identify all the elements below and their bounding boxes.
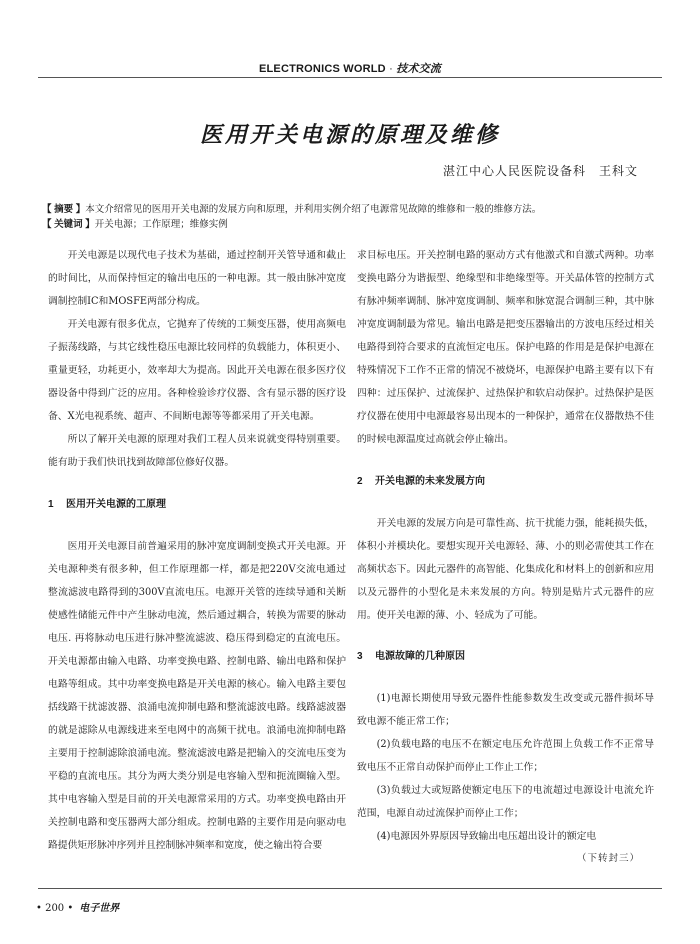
article-author: 湛江中心人民医院设备科 王科文 [442, 164, 638, 178]
abstract [42, 202, 660, 217]
intro-paragraph: 所以了解开关电源的原理对我们工程人员来说就变得特别重要。能有助于我们快讯找到故障部位修好仪器。 [48, 434, 346, 468]
section-number: 3 [357, 651, 363, 662]
section-2-body: 开关电源的发展方向是可靠性高、抗干扰能力强，能耗损失低，体积小并模块化。要想实现开关电源轻、薄、小的则必需使其工作在高频状态下。因此元器件的高智能、化集成化和材料上的创新和应用以及元器件的小型化是未来发展的方向。特别是贴片式元器件的应用。使开关电源的薄、小、轻成为了可能。 [357, 518, 654, 621]
section-title: 医用开关电源的工原理 [66, 499, 166, 510]
footer-rule [38, 888, 662, 889]
journal-name-en: ELECTRONICS WORLD [258, 63, 386, 75]
intro-paragraph: 开关电源有很多优点，它抛弃了传统的工频变压器，使用高频电子振荡线路，与其它线性稳压电源比较同样的负载能力，体积更小、重量更轻，功耗更小，效率却大为提高。因此开关电源在很多医疗仪器设备中得到广泛的应用。各种检验诊疗仪器、含有显示器的医疗设备、X光电视系统、超声、不间断电源等等都采用了开关电源。 [48, 319, 346, 422]
abstract-label: 【 摘要 】 [42, 204, 86, 215]
section-heading-1 [48, 495, 346, 510]
abstract-text: 本文介绍常见的医用开关电源的发展方向和原理，并利用实例介绍了电源常见故障的维修和一般的维修方法。 [85, 204, 542, 215]
magazine-name: 电子世界 [79, 903, 120, 914]
fault-cause-item: (4)电源因外界原因导致输出电压超出设计的额定电 [376, 831, 597, 842]
fault-cause-item: (2)负载电路的电压不在额定电压允许范围上负载工作不正常导致电压不正常自动保护而停止工作止工作； [357, 739, 654, 773]
keywords [42, 217, 660, 232]
fault-cause-item: (1)电源长期使用导致元器件性能参数发生改变或元器件损坏导致电源不能正常工作； [357, 693, 654, 727]
section-1-body: 医用开关电源目前普遍采用的脉冲宽度调制变换式开关电源。开关电源种类有很多种，但工作原理都一样，都是把220V交流电通过整流滤波电路得到的300V直流电压。电源开关管的连续导通和关断使感性储能元件中产生脉动电流，然后通过耦合，转换为需要的脉动电压. 再将脉动电压进行脉冲整流滤波、稳压得到稳定的直流电压。开关电源都由输入电路、功率变换电路、控制电路、输出电路和保护电路等组成。其中功率变换电路是开关电源的核心。输入电路主要包括线路干扰滤波器、浪涌电流抑制电路和整流滤波电路。线路滤波器的就是滤除从电源线进来至电网中的高频干扰电。浪涌电流抑制电路主要用于控制滤除浪涌电流。整流滤波电路是把输入的交流电压变为平稳的直流电压。其分为两大类分别是电容输入型和扼流圈输入型。其中电容输入型是目前的开关电源常采用的方式。功率变换电路由开关控制电路和变压器两大部分组成。控制电路的主要作用是向驱动电路提供矩形脉冲序列并且控制脉冲频率和宽度，使之输出符合要 [48, 541, 346, 851]
section-number: 1 [48, 499, 54, 510]
keywords-label: 【 关键词 】 [42, 219, 95, 230]
header-rule [38, 77, 662, 78]
continued-paragraph: 求目标电压。开关控制电路的驱动方式有他激式和自激式两种。功率变换电路分为谐振型、绝缘型和非绝缘型等。开关晶体管的控制方式有脉冲频率调制、脉冲宽度调制、频率和脉宽混合调制三种，其中脉冲宽度调制最为常见。输出电路是把变压器输出的方波电压经过相关电路得到符合要求的直流恒定电压。保护电路的作用是是保护电源在特殊情况下工作不正常的情况不被烧坏，电源保护电路主要有以下有四种：过压保护、过流保护、过热保护和软启动保护。过热保护是医疗仪器在使用中电源最容易出现本的一种保护，通常在仪器散热不佳的时候电源温度过高就会停止输出。 [357, 250, 654, 445]
page-number: • 200 • [36, 903, 74, 914]
fault-cause-item: (3)负载过大或短路使额定电压下的电流超过电源设计电流允许范围，电源自动过流保护而停止工作； [357, 785, 654, 819]
keywords-text: 开关电源；工作原理；维修实例 [94, 219, 228, 230]
section-heading-2 [357, 472, 654, 487]
article-title: 医用开关电源的原理及维修 [199, 123, 500, 148]
journal-section: 技术交流 [396, 63, 442, 75]
right-column [357, 244, 654, 870]
intro-paragraph: 开关电源是以现代电子技术为基础，通过控制开关管导通和截止的时间比，从而保持恒定的输出电压的一种电源。其一般由脉冲宽度调制控制IC和MOSFE两部分构成。 [48, 250, 346, 307]
continued-note: （下转封三） [576, 853, 640, 864]
header-separator: · [385, 63, 397, 75]
section-title: 开关电源的未来发展方向 [375, 476, 485, 487]
page-footer [36, 899, 119, 914]
section-number: 2 [357, 476, 363, 487]
section-title: 电源故障的几种原因 [375, 651, 465, 662]
section-heading-3 [357, 647, 654, 662]
left-column [48, 244, 346, 857]
journal-header [0, 60, 700, 76]
